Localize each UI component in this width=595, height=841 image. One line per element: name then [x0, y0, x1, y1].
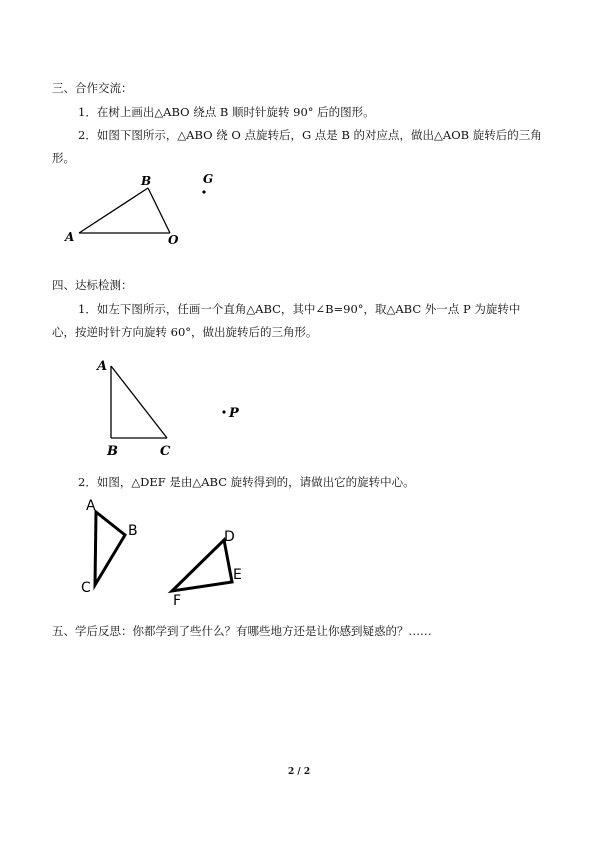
label-c: C	[81, 580, 91, 596]
section-3-heading: 三、合作交流：	[52, 81, 133, 95]
label-a: A	[97, 359, 108, 374]
section-3-item-2-line-2: 形。	[52, 151, 75, 165]
page-number: 2 / 2	[288, 767, 311, 777]
section-3-item-2-line-1: 2．如图下图所示，△ABO 绕 O 点旋转后，G 点是 B 的对应点，做出△AOB 旋转后的三角	[78, 128, 542, 142]
section-5-reflection: 五、学后反思：你都学到了些什么？有哪些地方还是让你感到疑惑的？……	[52, 624, 432, 638]
label-a: A	[86, 498, 96, 514]
label-d: D	[224, 529, 235, 545]
label-b: B	[128, 523, 138, 539]
point-p-dot	[222, 410, 225, 413]
label-e: E	[233, 567, 242, 583]
label-b: B	[107, 444, 118, 459]
section-4-item-1-line-1: 1．如左下图所示，任画一个直角△ABC，其中∠B=90°，取△ABC 外一点 P 为旋转中	[78, 302, 521, 316]
section-3-item-1: 1．在树上画出△ABO 绕点 B 顺时针旋转 90° 后的图形。	[78, 105, 375, 119]
label-o: O	[168, 233, 179, 247]
label-g: G	[203, 172, 214, 186]
section-4-item-1-line-2: 心，按逆时针方向旋转 60°，做出旋转后的三角形。	[52, 325, 318, 339]
label-c: C	[160, 444, 171, 459]
section-4-heading: 四、达标检测：	[52, 278, 133, 292]
label-f: F	[173, 593, 182, 609]
point-g-dot	[202, 190, 205, 193]
label-p: P	[229, 406, 239, 421]
section-4-item-2: 2．如图，△DEF 是由△ABC 旋转得到的，请做出它的旋转中心。	[78, 475, 415, 489]
label-b: B	[141, 174, 152, 188]
label-a: A	[65, 230, 75, 244]
